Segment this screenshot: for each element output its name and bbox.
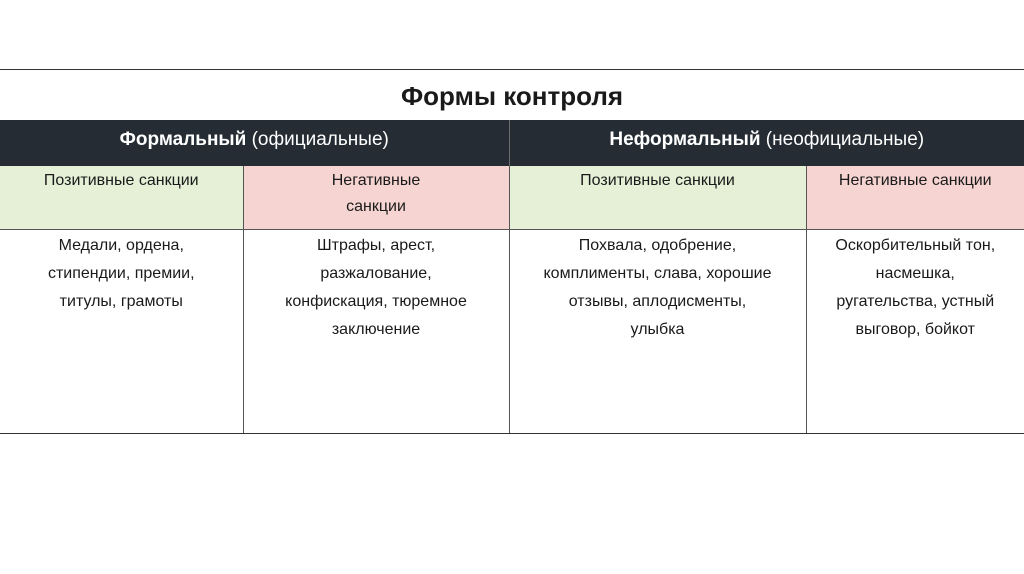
example-line: отзывы, аплодисменты, xyxy=(568,292,747,310)
informal-positive-header-text: Позитивные санкции xyxy=(580,172,735,189)
informal-positive-examples xyxy=(509,229,806,433)
control-forms-table xyxy=(0,69,1024,434)
formal-negative-header xyxy=(243,166,509,229)
example-line: насмешка, xyxy=(875,264,955,282)
example-line: титулы, грамоты xyxy=(59,292,183,310)
informal-header-bold: Неформальный xyxy=(609,129,761,150)
example-line: комплименты, слава, хорошие xyxy=(543,264,772,282)
informal-negative-examples xyxy=(806,229,1024,433)
formal-header-rest: (официальные) xyxy=(246,129,389,150)
formal-negative-header-line1: Негативные xyxy=(331,172,421,189)
sanctions-header-row xyxy=(0,166,1024,229)
example-line: улыбка xyxy=(630,320,685,338)
informal-header-rest: (неофициальные) xyxy=(760,129,925,150)
example-line: заключение xyxy=(331,320,421,338)
informal-positive-header xyxy=(509,166,806,229)
formal-header xyxy=(0,120,509,166)
table-title: Формы контроля xyxy=(0,70,1024,121)
example-line: Похвала, одобрение, xyxy=(578,236,737,254)
example-line: разжалование, xyxy=(320,264,432,282)
sanctions-examples-row xyxy=(0,229,1024,433)
formal-positive-header xyxy=(0,166,243,229)
formal-positive-header-text: Позитивные санкции xyxy=(43,172,199,189)
informal-negative-header-text: Негативные санкции xyxy=(838,172,992,189)
informal-negative-header xyxy=(806,166,1024,229)
formal-negative-examples xyxy=(243,229,509,433)
example-line: Штрафы, арест, xyxy=(316,236,436,254)
example-line: выговор, бойкот xyxy=(855,320,975,338)
example-line: ругательства, устный xyxy=(836,292,995,310)
informal-header xyxy=(509,120,1024,166)
formal-positive-examples xyxy=(0,229,243,433)
category-header-row xyxy=(0,120,1024,166)
formal-header-bold: Формальный xyxy=(119,129,247,150)
example-line: конфискация, тюремное xyxy=(285,292,467,310)
example-line: стипендии, премии, xyxy=(47,264,195,282)
example-line: Оскорбительный тон, xyxy=(835,236,996,254)
example-line: Медали, ордена, xyxy=(58,236,184,254)
title-row xyxy=(0,70,1024,121)
formal-negative-header-line2: санкции xyxy=(346,198,406,215)
